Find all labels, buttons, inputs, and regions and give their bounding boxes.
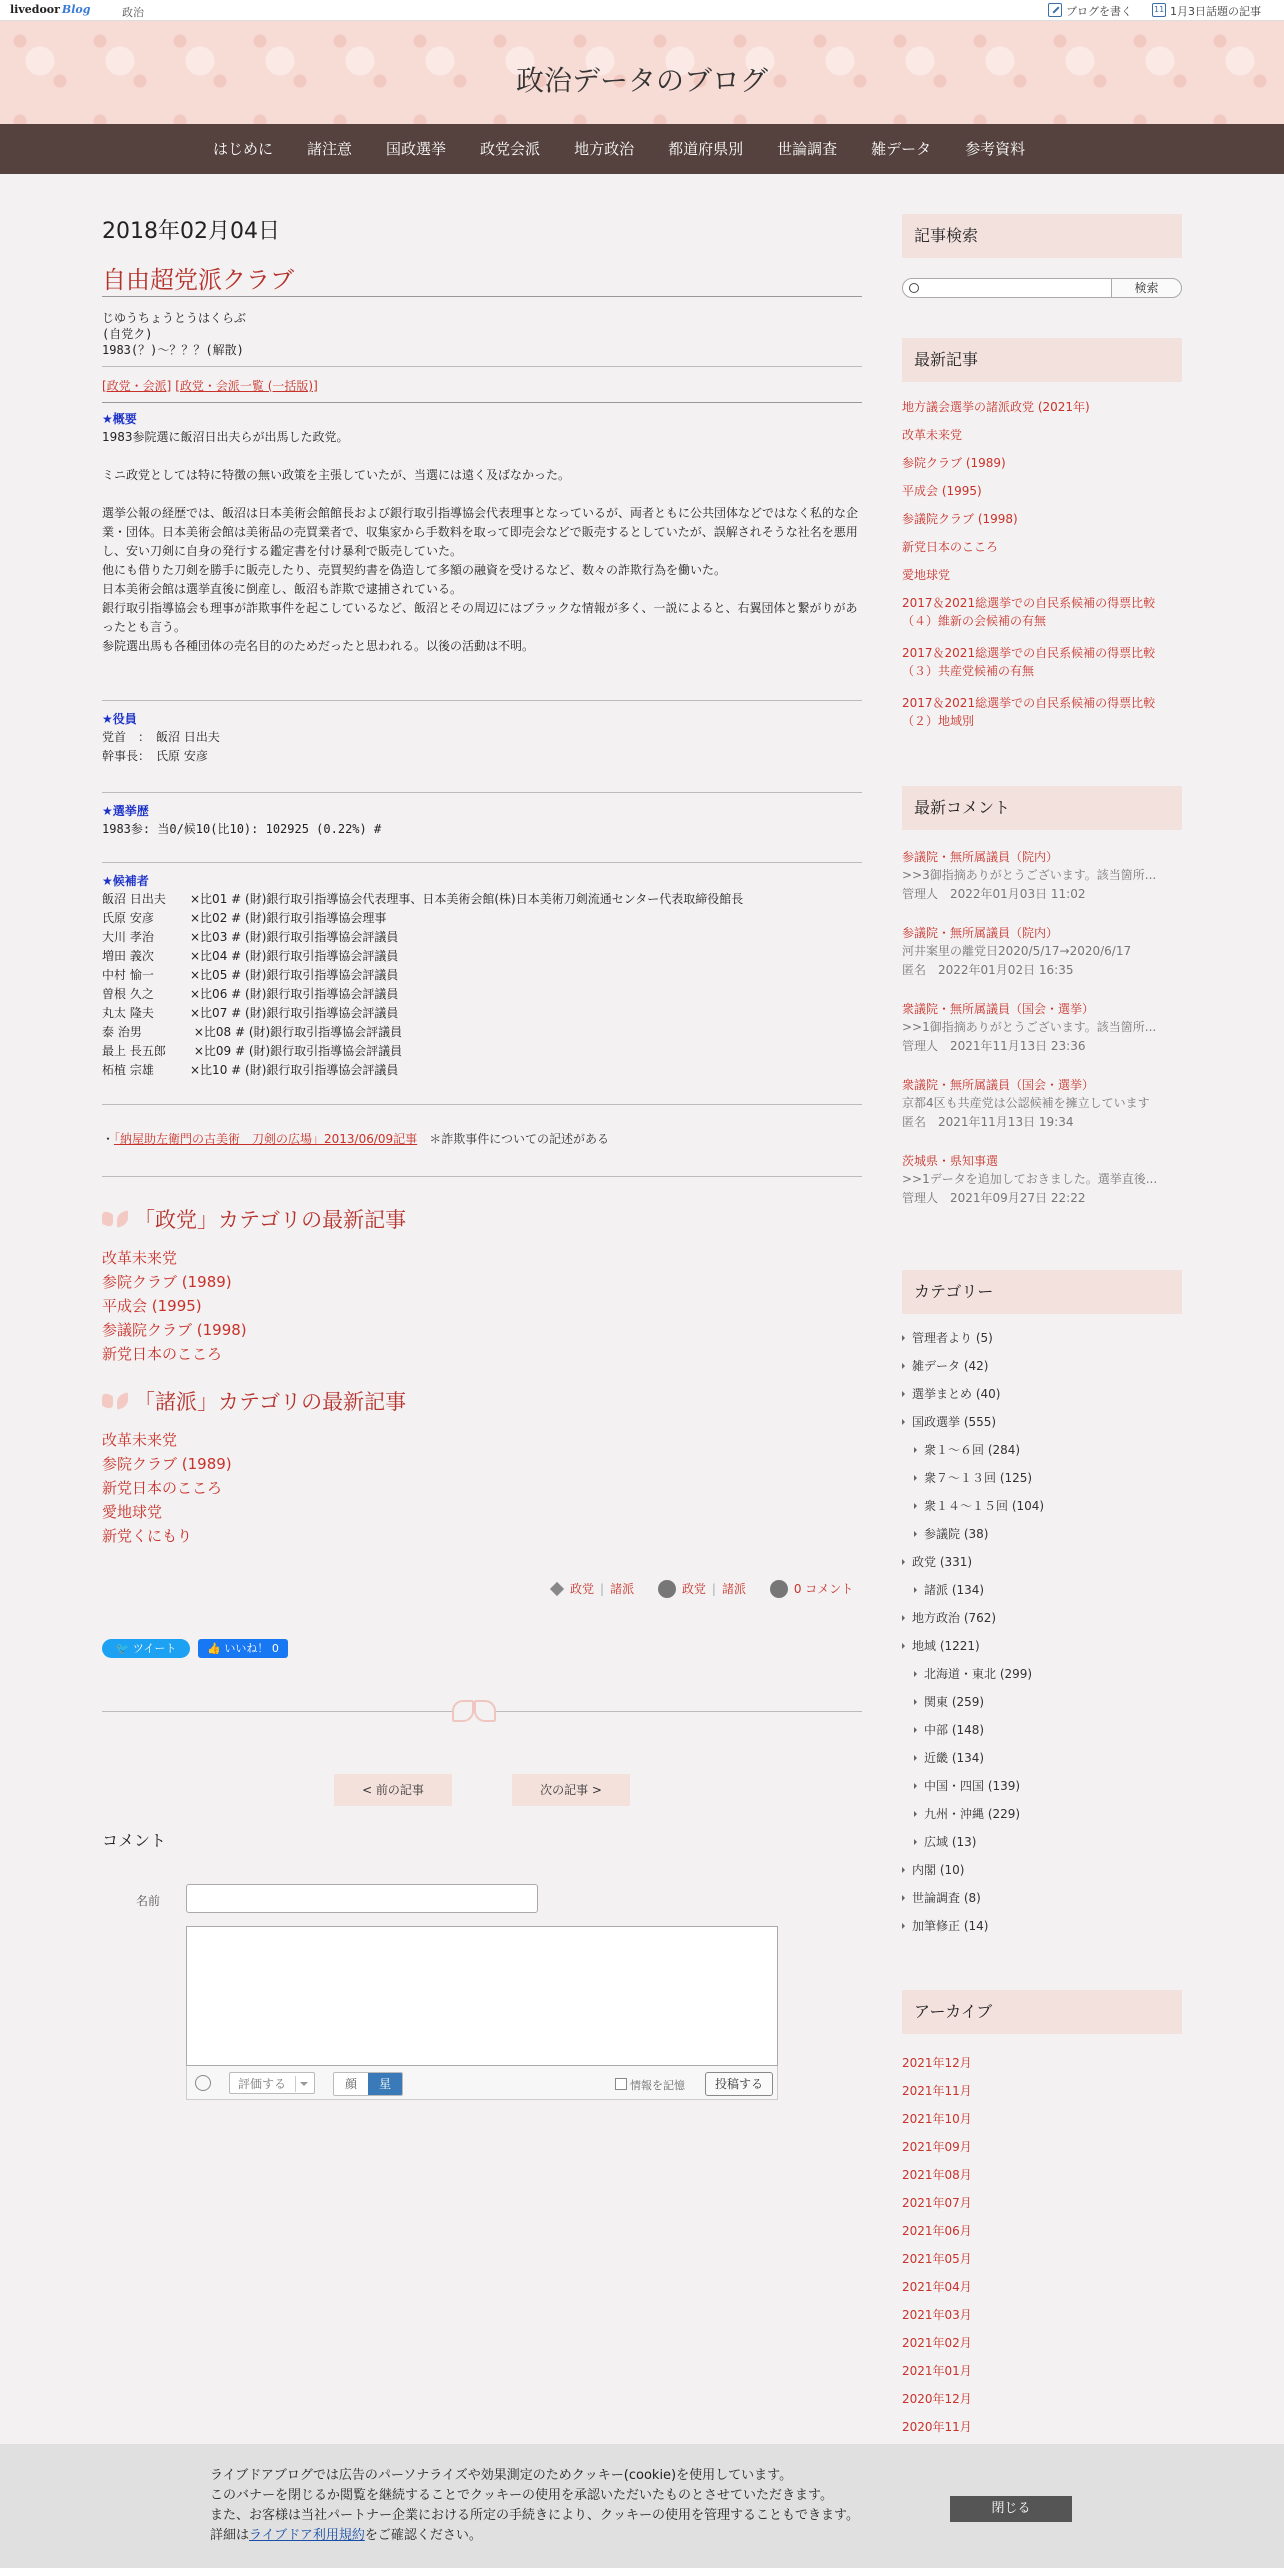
rating-type-face[interactable]: 顔 (334, 2073, 368, 2095)
overview-line (102, 447, 862, 466)
comment-body: 河井案里の離党日2020/5/17→2020/6/17 (902, 944, 1132, 958)
candidate-row (102, 1023, 862, 1042)
candidate-name: 曽根 久之 (102, 987, 154, 1001)
candidate-row (102, 1004, 862, 1023)
category-link[interactable]: 衆１～６回 (284) (902, 1442, 1182, 1470)
category-link[interactable]: 中国・四国 (139) (902, 1778, 1182, 1806)
candidate-row (102, 1042, 862, 1061)
category-recent-heading: 「政党」カテゴリの最新記事 (102, 1204, 406, 1234)
divider (102, 366, 862, 367)
rating-select[interactable]: 評価する (229, 2072, 315, 2094)
nav-item[interactable]: 都道府県別 (668, 140, 744, 158)
category-link[interactable]: 諸派 (134) (902, 1582, 1182, 1610)
recent-article-link[interactable]: 参議院クラブ (1998) (902, 512, 1018, 526)
overview-heading: ★概要 (102, 412, 137, 426)
comment-textarea[interactable] (186, 1926, 778, 2066)
candidate-info: ×比04 # (財)銀行取引指導協会評議員 (190, 949, 399, 963)
candidate-info: ×比06 # (財)銀行取引指導協会評議員 (190, 987, 399, 1001)
category-link[interactable]: 参議院 (38) (902, 1526, 1182, 1554)
category-link[interactable]: 世論調査 (8) (902, 1890, 1182, 1918)
candidates-list (102, 890, 862, 1080)
candidate-name: 最上 長五郎 (102, 1044, 166, 1058)
divider (102, 862, 862, 863)
recent-article-link[interactable]: 2017＆2021総選挙での自民系候補の得票比較 (902, 696, 1156, 710)
comment-title-link[interactable]: 参議院・無所属議員（院内） (902, 926, 1059, 940)
comment-title-link[interactable]: 参議院・無所属議員（院内） (902, 850, 1059, 864)
archive-link[interactable]: 2021年05月 (902, 2252, 972, 2266)
recent-article-link[interactable]: 平成会 (1995) (902, 484, 982, 498)
recent-article-link[interactable]: 2017＆2021総選挙での自民系候補の得票比較 (902, 646, 1156, 660)
recent-article-link[interactable]: 2017＆2021総選挙での自民系候補の得票比較 (902, 596, 1156, 610)
submit-comment-button[interactable]: 投稿する (705, 2072, 773, 2096)
write-blog-link[interactable]: ブログを書く (1048, 3, 1132, 19)
article-date: 2018年02月04日 (102, 219, 280, 244)
article-category-links (102, 377, 318, 394)
overview-text (102, 428, 862, 656)
candidate-info: ×比09 # (財)銀行取引指導協会評議員 (190, 1044, 403, 1058)
candidate-name: 中村 愉一 (102, 968, 154, 982)
terms-link[interactable]: ライブドア利用規約 (249, 2528, 365, 2543)
candidate-info: ×比08 # (財)銀行取引指導協会評議員 (190, 1025, 403, 1039)
recent-article-link[interactable]: （２）地域別 (902, 714, 975, 728)
recent-heading: 最新記事 (902, 338, 1182, 382)
comment-body: >>3御指摘ありがとうございます。該当箇所... (902, 868, 1157, 882)
nav-item[interactable]: 参考資料 (965, 140, 1026, 158)
category-link-party-list[interactable]: [政党・会派一覧 (一括版)] (175, 379, 318, 393)
archive-list (902, 2054, 1182, 2446)
archive-link[interactable]: 2020年12月 (902, 2392, 972, 2406)
category-heading: カテゴリー (902, 1270, 1182, 1314)
nav-item[interactable]: 雑データ (871, 140, 932, 158)
category-link[interactable]: 内閣 (10) (902, 1862, 1182, 1890)
ribbon-icon (102, 1212, 128, 1226)
comment-meta: 匿名 2021年11月13日 19:34 (902, 1115, 1074, 1129)
livedoor-topbar (0, 0, 1284, 21)
remember-checkbox[interactable]: 情報を記憶 (615, 2077, 685, 2093)
comment-title-link[interactable]: 衆議院・無所属議員（国会・選挙） (902, 1078, 1095, 1092)
category-article-link[interactable]: 愛地球党 (102, 1503, 163, 1521)
category-article-link[interactable]: 参議院クラブ (1998) (102, 1321, 247, 1339)
nav-item[interactable]: 世論調査 (777, 140, 838, 158)
category-link[interactable]: 衆７～１３回 (125) (902, 1470, 1182, 1498)
tweet-button[interactable]: 🐦 ツイート (102, 1639, 190, 1658)
divider (102, 1176, 862, 1177)
category-link[interactable]: 諸派 (721, 1582, 746, 1596)
candidate-name: 丸太 隆夫 (102, 1006, 154, 1020)
article-footer-meta: 政党 | 諸派 政党 | 諸派 0 コメント (552, 1580, 853, 1598)
comment-item (902, 1000, 1182, 1076)
category-link[interactable]: 地域 (1221) (902, 1638, 1182, 1666)
category-link[interactable]: 広域 (13) (902, 1834, 1182, 1862)
candidate-row (102, 1061, 862, 1080)
officers-heading: ★役員 (102, 712, 137, 726)
category-link[interactable]: 地方政治 (762) (902, 1610, 1182, 1638)
divider (102, 296, 862, 297)
candidate-name: 大川 孝治 (102, 930, 154, 944)
trending-link[interactable]: 11 1月3日話題の記事 (1152, 3, 1261, 19)
archive-link[interactable]: 2021年09月 (902, 2140, 972, 2154)
archive-link[interactable]: 2021年10月 (902, 2112, 972, 2126)
comment-item (902, 848, 1182, 924)
candidate-row (102, 909, 862, 928)
category-icon (658, 1580, 676, 1598)
recent-article-link[interactable]: 地方議会選挙の諸派政党 (2021年) (902, 400, 1090, 414)
ribbon-icon (102, 1394, 128, 1408)
category-article-link[interactable]: 新党くにもり (102, 1527, 193, 1545)
cookie-banner (0, 2444, 1284, 2568)
comment-body: >>1御指摘ありがとうございます。該当箇所... (902, 1020, 1157, 1034)
next-article-button[interactable]: 次の記事 > (512, 1774, 630, 1806)
archive-link[interactable]: 2021年03月 (902, 2308, 972, 2322)
category-link[interactable]: 北海道・東北 (299) (902, 1666, 1182, 1694)
officers-text: 党首 ： 飯沼 日出夫 幹事長： 氏原 安彦 (102, 730, 220, 763)
nav-item[interactable]: はじめに (213, 140, 274, 158)
category-link[interactable]: 九州・沖縄 (229) (902, 1806, 1182, 1834)
article-intro: じゆうちょうとうはくらぶ (自党ク) 1983(？)～？？？(解散) (102, 311, 247, 357)
rating-type-toggle (333, 2072, 403, 2096)
candidate-name: 柘植 宗雄 (102, 1063, 154, 1077)
comment-count-link[interactable]: 0 コメント (793, 1582, 854, 1596)
overview-line: 参院選出馬も各種団体の売名目的のためだったと思われる。以後の活動は不明。 (102, 639, 535, 653)
nav-item[interactable]: 政党会派 (480, 140, 541, 158)
candidate-name: 泰 治男 (102, 1025, 142, 1039)
archive-link[interactable]: 2021年12月 (902, 2056, 972, 2070)
cookie-text: ライブドアブログでは広告のパーソナライズや効果測定のためクッキー(cookie)を使用しています。 このバナーを閉じるか閲覧を継続することでクッキーの使用を承認いただいたものとさせていただきます。 また、お客様は当社パートナー企業における所定の手続きにより、クッキーの使用を管理することもできます。 詳細はライブドア利用規約をご確認ください。 (210, 2468, 859, 2543)
candidate-name: 飯沼 日出夫 (102, 892, 166, 906)
like-button[interactable]: 👍 いいね！ 0 (198, 1639, 288, 1658)
recent-article-link[interactable]: （３）共産党候補の有無 (902, 664, 1035, 678)
overview-line: 銀行取引指導協会も理事が詐欺事件を起こしているなど、飯沼とその周辺にはブラックな情報が多く、一説によると、右翼団体と繋がりがあったとも言う。 (102, 601, 858, 634)
recent-article-link[interactable]: 愛地球党 (902, 568, 951, 582)
category-recent-list (102, 1246, 247, 1366)
livedoor-logo[interactable]: livedoor Blog (10, 3, 91, 16)
pencil-icon (1048, 3, 1062, 17)
nav-item[interactable]: 諸注意 (307, 140, 353, 158)
reference-link[interactable]: 「納屋助左衛門の古美術 刀剣の広場」2013/06/09記事 (114, 1132, 418, 1146)
category-article-link[interactable]: 改革未来党 (102, 1249, 178, 1267)
category-link[interactable]: 雑データ (42) (902, 1358, 1182, 1386)
recent-article-link[interactable]: 改革未来党 (902, 428, 963, 442)
candidate-row (102, 947, 862, 966)
archive-link[interactable]: 2021年06月 (902, 2224, 972, 2238)
search-button[interactable]: 検索 (1111, 278, 1182, 298)
archive-link[interactable]: 2021年11月 (902, 2084, 972, 2098)
comment-icon (770, 1580, 788, 1598)
category-recent-list (102, 1428, 232, 1548)
archive-heading: アーカイブ (902, 1990, 1182, 2034)
comment-heading: コメント (102, 1831, 167, 1850)
topbar-category-link[interactable]: 政治 (122, 6, 144, 19)
category-article-link[interactable]: 新党日本のこころ (102, 1479, 223, 1497)
overview-line (102, 485, 862, 504)
recent-comments-list (902, 848, 1182, 1228)
elections-heading: ★選挙歴 (102, 804, 149, 818)
candidate-info: ×比02 # (財)銀行取引指導協会理事 (190, 911, 387, 925)
emoji-icon[interactable] (195, 2075, 211, 2091)
divider (102, 700, 862, 701)
recent-article-link[interactable]: （４）維新の会候補の有無 (902, 614, 1047, 628)
archive-link[interactable]: 2021年02月 (902, 2336, 972, 2350)
rating-type-star[interactable]: 星 (368, 2073, 402, 2095)
search-input[interactable] (902, 278, 1112, 298)
category-link[interactable]: 政党 (331) (902, 1554, 1182, 1582)
category-link[interactable]: 関東 (259) (902, 1694, 1182, 1722)
divider (102, 1711, 452, 1712)
tag-icon (550, 1582, 564, 1596)
overview-line: 日本美術会館は選挙直後に倒産し、飯沼も詐欺で逮捕されている。 (102, 582, 463, 596)
comment-meta: 管理人 2021年09月27日 22:22 (902, 1191, 1086, 1205)
candidate-info: ×比05 # (財)銀行取引指導協会評議員 (190, 968, 399, 982)
candidate-row (102, 985, 862, 1004)
search-heading: 記事検索 (902, 214, 1182, 258)
archive-link[interactable]: 2020年11月 (902, 2420, 972, 2434)
category-link-party[interactable]: [政党・会派] (102, 379, 172, 393)
candidate-info: ×比07 # (財)銀行取引指導協会評議員 (190, 1006, 399, 1020)
overview-line: 1983参院選に飯沼日出夫らが出馬した政党。 (102, 430, 349, 444)
reference: ・「納屋助左衛門の古美術 刀剣の広場」2013/06/09記事 ＊詐欺事件についての記述がある (102, 1132, 609, 1146)
category-link[interactable]: 国政選挙 (555) (902, 1414, 1182, 1442)
recent-article-link[interactable]: 参院クラブ (1989) (902, 456, 1006, 470)
comment-title-link[interactable]: 茨城県・県知事選 (902, 1154, 999, 1168)
overview-line: ミニ政党としては特に特徴の無い政策を主張していたが、当選には遠く及ばなかった。 (102, 468, 571, 482)
nav-item[interactable]: 地方政治 (574, 140, 635, 158)
divider (496, 1711, 862, 1712)
archive-link[interactable]: 2021年01月 (902, 2364, 972, 2378)
name-label: 名前 (136, 1894, 161, 1908)
candidate-info: ×比01 # (財)銀行取引指導協会代表理事、日本美術会館(株)日本美術刀剣流通センター代表取締役館長 (190, 892, 744, 906)
comments-heading: 最新コメント (902, 786, 1182, 830)
comment-item (902, 924, 1182, 1000)
category-article-link[interactable]: 新党日本のこころ (102, 1345, 223, 1363)
candidate-row (102, 890, 862, 909)
name-input[interactable] (186, 1884, 538, 1913)
category-link[interactable]: 管理者より (5) (902, 1330, 1182, 1358)
category-article-link[interactable]: 参院クラブ (1989) (102, 1455, 232, 1473)
category-link[interactable]: 衆１４～１５回 (104) (902, 1498, 1182, 1526)
blog-header (0, 21, 1284, 124)
category-link[interactable]: 近畿 (134) (902, 1750, 1182, 1778)
candidate-info: ×比10 # (財)銀行取引指導協会評議員 (190, 1063, 399, 1077)
bow-icon (452, 1696, 496, 1726)
comment-meta: 管理人 2022年01月03日 11:02 (902, 887, 1086, 901)
category-article-link[interactable]: 改革未来党 (102, 1431, 178, 1449)
category-link[interactable]: 加筆修正 (14) (902, 1918, 1182, 1946)
category-link[interactable]: 政党 (681, 1582, 706, 1596)
recent-article-link[interactable]: 新党日本のこころ (902, 540, 999, 554)
category-recent-heading: 「諸派」カテゴリの最新記事 (102, 1386, 406, 1416)
comment-body: 京都4区も共産党は公認候補を擁立しています (902, 1096, 1150, 1110)
comment-item (902, 1152, 1182, 1228)
candidate-row (102, 928, 862, 947)
candidate-name: 氏原 安彦 (102, 911, 154, 925)
comment-meta: 匿名 2022年01月02日 16:35 (902, 963, 1074, 977)
cookie-close-button[interactable]: 閉じる (950, 2496, 1072, 2522)
divider (102, 792, 862, 793)
divider (102, 402, 862, 403)
calendar-icon (1152, 3, 1166, 17)
candidate-info: ×比03 # (財)銀行取引指導協会評議員 (190, 930, 399, 944)
comment-item (902, 1076, 1182, 1152)
category-list (902, 1330, 1182, 1946)
candidate-name: 増田 義次 (102, 949, 154, 963)
nav-item[interactable]: 国政選挙 (386, 140, 447, 158)
candidate-row (102, 966, 862, 985)
prev-article-button[interactable]: < 前の記事 (334, 1774, 452, 1806)
article-title[interactable]: 自由超党派クラブ (102, 266, 294, 294)
category-article-link[interactable]: 参院クラブ (1989) (102, 1273, 232, 1291)
archive-link[interactable]: 2021年04月 (902, 2280, 972, 2294)
candidates-heading: ★候補者 (102, 874, 149, 888)
tag-link[interactable]: 諸派 (610, 1582, 635, 1596)
comment-title-link[interactable]: 衆議院・無所属議員（国会・選挙） (902, 1002, 1095, 1016)
category-link[interactable]: 選挙まとめ (40) (902, 1386, 1182, 1414)
divider (102, 1104, 862, 1105)
global-nav (0, 124, 1284, 174)
overview-line: 他にも借りた刀剣を勝手に販売したり、売買契約書を偽造して多額の融資を受けるなど、数々の詐欺行為を働いた。 (102, 563, 727, 577)
elections-text: 1983参: 当0/候10(比10): 102925 (0.22%) # (102, 822, 382, 836)
category-article-link[interactable]: 平成会 (1995) (102, 1297, 202, 1315)
category-link[interactable]: 中部 (148) (902, 1722, 1182, 1750)
blog-title[interactable]: 政治データのブログ (515, 64, 768, 97)
comment-toolbar (186, 2066, 778, 2100)
overview-line: 選挙公報の経歴では、飯沼は日本美術会館館長および銀行取引指導協会代表理事となっているが、両者ともに公共団体などではなく私的な企業・団体。日本美術会館は美術品の売買業者で、収集家から手数料を取って即売会などで販売するとしていたが、誤解されそうな社名を悪用し、安い刀剣に自身の発行する鑑定書を付け暴利で販売していた。 (102, 506, 859, 558)
archive-link[interactable]: 2021年08月 (902, 2168, 972, 2182)
comment-body: >>1データを追加しておきました。選挙直後... (902, 1172, 1158, 1186)
archive-link[interactable]: 2021年07月 (902, 2196, 972, 2210)
tag-link[interactable]: 政党 (570, 1582, 595, 1596)
search-form (902, 278, 1182, 298)
comment-meta: 管理人 2021年11月13日 23:36 (902, 1039, 1086, 1053)
